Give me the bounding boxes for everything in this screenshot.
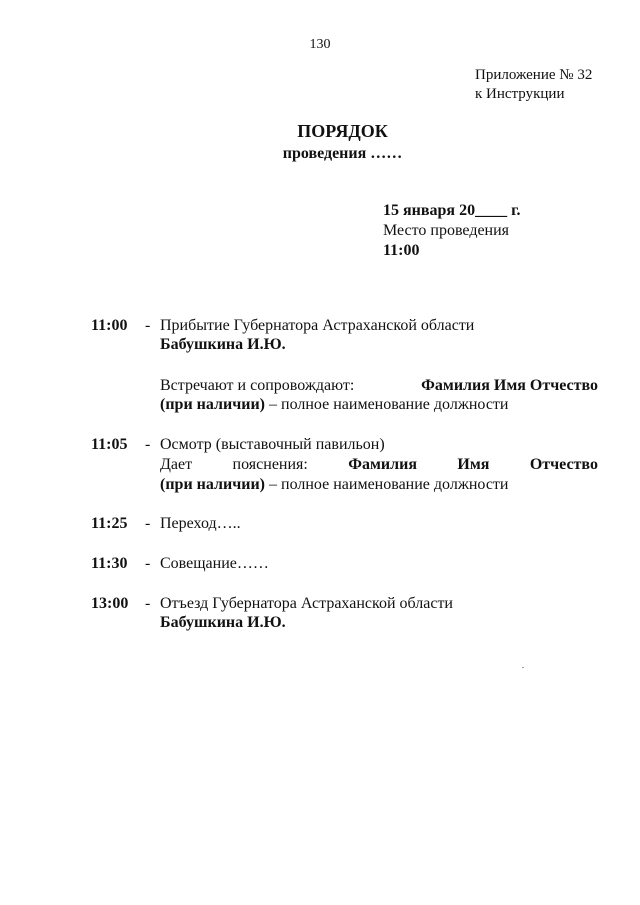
schedule-time: 11:30 bbox=[91, 555, 128, 572]
schedule-item-text: Прибытие Губернатора Астраханской области bbox=[160, 317, 475, 334]
escort-line bbox=[160, 377, 598, 395]
page-number: 130 bbox=[309, 37, 331, 52]
explain-name-1: Фамилия bbox=[348, 456, 417, 473]
escort-name: Фамилия Имя Отчество bbox=[421, 377, 598, 394]
explain-line bbox=[160, 456, 598, 474]
escort-label: Встречают и сопровождают: bbox=[160, 377, 355, 394]
schedule-dash: - bbox=[145, 317, 151, 334]
event-place: Место проведения bbox=[383, 222, 510, 239]
schedule-time: 13:00 bbox=[91, 595, 129, 612]
explain-condition: (при наличии) bbox=[160, 476, 266, 493]
schedule-dash: - bbox=[145, 555, 151, 572]
explain-name-2: Имя bbox=[457, 456, 490, 473]
appendix-line-1: Приложение № 32 bbox=[475, 67, 593, 83]
schedule-item-text: Переход….. bbox=[160, 515, 241, 532]
schedule-dash: - bbox=[145, 595, 151, 612]
schedule-dash: - bbox=[145, 436, 151, 453]
event-date: 15 января 20____ г. bbox=[383, 202, 521, 219]
appendix-line-2: к Инструкции bbox=[475, 86, 565, 102]
explain-word-2: пояснения: bbox=[232, 456, 308, 473]
schedule-time: 11:05 bbox=[91, 436, 128, 453]
explain-name-3: Отчество bbox=[529, 456, 598, 473]
schedule-time: 11:00 bbox=[91, 317, 128, 334]
schedule-item-person: Бабушкина И.Ю. bbox=[160, 614, 286, 631]
document-subtitle: проведения …… bbox=[282, 145, 403, 162]
schedule-item-person: Бабушкина И.Ю. bbox=[160, 336, 286, 353]
schedule-item-text: Совещание…… bbox=[160, 555, 269, 572]
explain-position-line bbox=[160, 476, 508, 494]
escort-position-line bbox=[160, 396, 508, 414]
escort-condition: (при наличии) bbox=[160, 396, 266, 413]
document-title: ПОРЯДОК bbox=[297, 121, 388, 141]
event-time: 11:00 bbox=[383, 242, 420, 259]
explain-position: – полное наименование должности bbox=[265, 476, 509, 493]
scan-speck bbox=[522, 667, 524, 668]
schedule-dash: - bbox=[145, 515, 151, 532]
schedule-item-text: Отъезд Губернатора Астраханской области bbox=[160, 595, 453, 612]
explain-word-1: Дает bbox=[160, 456, 193, 473]
schedule-item-text: Осмотр (выставочный павильон) bbox=[160, 436, 385, 453]
escort-position: – полное наименование должности bbox=[265, 396, 509, 413]
schedule-time: 11:25 bbox=[91, 515, 128, 532]
